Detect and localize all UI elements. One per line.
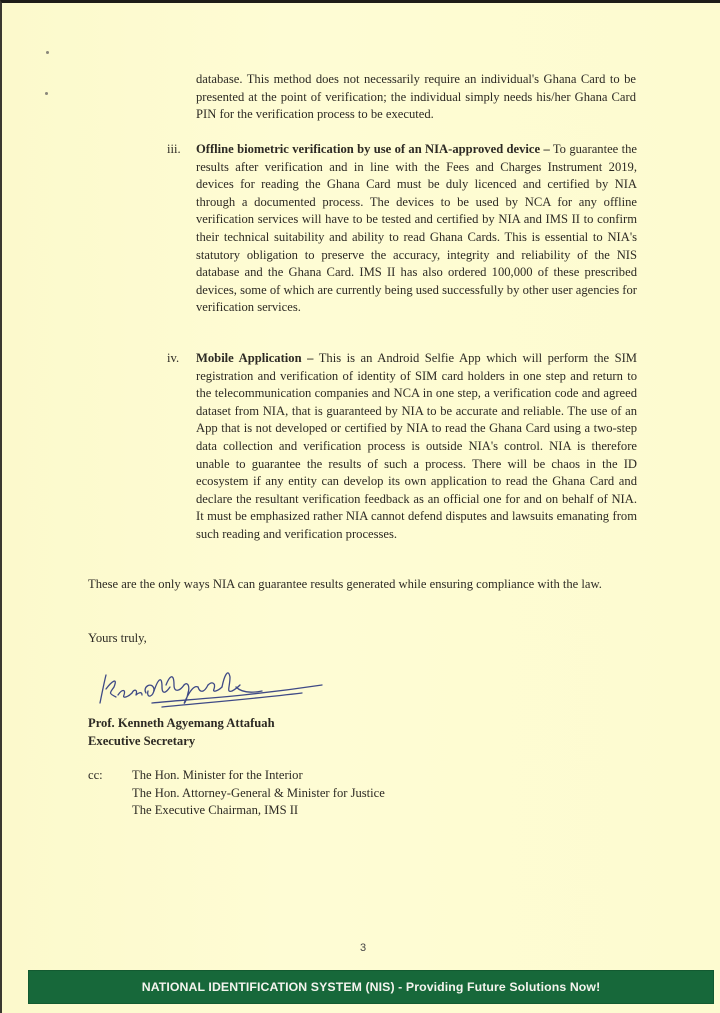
paper-speck: [46, 51, 49, 54]
cc-recipient: The Hon. Attorney-General & Minister for Justice: [132, 785, 385, 800]
valediction: Yours truly,: [88, 631, 147, 645]
page-number: 3: [360, 942, 367, 954]
footer-banner-text: NATIONAL IDENTIFICATION SYSTEM (NIS) - Providing Future Solutions Now!: [141, 980, 601, 994]
list-item-body: [196, 141, 637, 317]
list-item-offline-biometric: [167, 141, 637, 317]
signer-title: Executive Secretary: [88, 733, 196, 748]
list-marker: iv.: [167, 351, 180, 365]
list-marker: iii.: [167, 142, 181, 156]
signer-block: [88, 715, 275, 750]
list-item-body: [196, 350, 637, 544]
cc-recipient: The Hon. Minister for the Interior: [132, 768, 303, 782]
closing-paragraph: These are the only ways NIA can guarantee results generated while ensuring compliance with the law.: [88, 577, 602, 591]
list-item-text: This is an Android Selfie App which will perform the SIM registration and verification of identity of SIM card holders in one step and return to the telecommunication companies and NCA in one step, a verification code and agreed dataset from NIA, that is guaranteed by NIA to be accurate and reliable. The use of an App that is not developed or certified by NIA to read the Ghana Card using a two-step data collection and verification process is outside NIA's control. NIA is therefore unable to guarantee the results of such a process. There will be chaos in the ID ecosystem if any entity can develop its own application to read the Ghana Card and declare the resultant verification feedback as an official one for and on behalf of NIA. It must be emphasized rather NIA cannot defend disputes and lawsuits emanating from such reading and verification processes.: [196, 351, 638, 541]
list-item-text: To guarantee the results after verification and in line with the Fees and Charges Instrument 2019, devices for reading the Ghana Card must be duly licenced and certified by NIA through a documented process. The devices to be used by NCA for any offline verification services will have to be tested and certified by NIA and IMS II to confirm their technical suitability and ability to read Ghana Cards. This is essential to NIA's statutory obligation to preserve the accuracy, integrity and reliability of the NIS database and the Ghana Card. IMS II has also ordered 100,000 of these prescribed devices, some of which are currently being used successfully by other user agencies for verification services.: [196, 142, 637, 315]
handwritten-signature-icon: [92, 663, 332, 713]
list-item-lead: Mobile Application –: [196, 351, 314, 365]
cc-list: [132, 767, 385, 820]
paper-speck: [45, 92, 48, 95]
cc-label: cc:: [88, 768, 103, 782]
footer-banner: [28, 970, 714, 1004]
list-item-mobile-application: [167, 350, 637, 544]
continuation-paragraph: database. This method does not necessarily require an individual's Ghana Card to be presented at the point of verification; the individual simply needs his/her Ghana Card PIN for the verification process to be executed.: [196, 72, 636, 122]
signer-name: Prof. Kenneth Agyemang Attafuah: [88, 716, 275, 730]
list-item-lead: Offline biometric verification by use of an NIA-approved device –: [196, 142, 550, 156]
cc-recipient: The Executive Chairman, IMS II: [132, 803, 299, 818]
